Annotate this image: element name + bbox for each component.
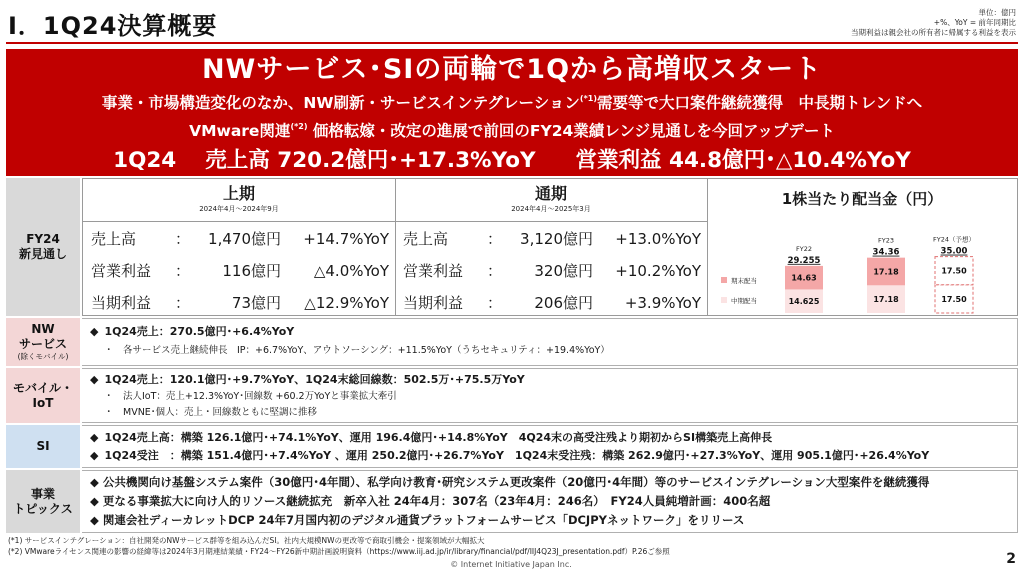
banner-results: [6, 144, 1018, 178]
banner-line-3: VMware関連$^{(*2)}$ 価格転嫁・改定の進展で前回のFY24業績レンジ見通しを今回アップデート: [189, 122, 835, 140]
footnote-ref-1: (*1): [579, 94, 597, 103]
q1-revenue: 1Q24 売上高 720.2億円･+17.3%YoY: [113, 148, 536, 173]
unit-note: 単位：億円: [978, 8, 1016, 17]
unit-notes: [851, 8, 1016, 38]
total-dividend-label: 34.36: [872, 247, 900, 258]
diamond-bullet-icon: ◆: [90, 475, 103, 489]
dividend-title: 1株当たり配当金（円）: [781, 190, 943, 208]
label-fy24-forecast: FY24 新見通し: [6, 178, 80, 316]
header-rule: [83, 221, 707, 222]
legend-year-end-label: 期末配当: [731, 277, 757, 285]
nw-detail: ・ 各サービス売上継続伸長 IP：+6.7%YoY、アウトソーシング：+11.5%YoY（うちセキュリティ：+19.4%YoY）: [104, 345, 610, 356]
diamond-bullet-icon: ◆: [90, 494, 103, 508]
title-rule: [6, 42, 1018, 44]
diamond-bullet-icon: ◆: [90, 513, 103, 527]
label-business-topics: 事業 トピックス: [6, 470, 80, 533]
nw-service-panel: [82, 318, 1018, 366]
business-topics-panel: [82, 470, 1018, 533]
category-label: FY24（予想）: [933, 235, 975, 244]
mobile-detail-iot: ・ 法人IoT：売上+12.3%YoY･回線数 +60.2万YoYと事業拡大牽引: [104, 391, 397, 402]
footnote-2: (*2) VMwareライセンス関連の影響の経緯等は2024年3月期連結業績・FY24～FY26新中期計画説明資料（https://www.iij.ad.jp/ir/library/financial/pdf/IIJ4Q23J_presentation.pdf）P.26ご参照: [8, 547, 670, 556]
mobile-detail-mvne: ・ MVNE･個人：売上・回線数ともに堅調に推移: [104, 407, 318, 418]
bar-label-year-end: 17.18: [873, 267, 899, 277]
category-label: FY22: [796, 244, 812, 253]
diamond-bullet-icon: ◆: [90, 373, 99, 386]
topic-item: ◆ 関連会社ディーカレットDCP 24年7月国内初のデジタル通貨プラットフォームサービス「DCJPYネットワーク」をリリース: [90, 513, 745, 527]
legend-interim-label: 中期配当: [731, 297, 757, 305]
q1-operating-profit: 営業利益 44.8億円･△10.4%YoY: [575, 148, 911, 173]
fy24-forecast-panel: 上期 2024年4月～2024年9月 通期 2024年4月～2025年3月 売上高 ： 1,470億円 +14.7%YoY 営業利益 ： 116億円 △4.0%YoY 当期利益 ： 73億円 △12.9%YoY 売上高 ： 3,120億円 +13.0%YoY 営業利益 ： 320億円 +10.2%YoY 当期利益 ： 206億円 +3.9%YoY 1株当たり配当金（円） 14.625 14.63 29.255 FY22 17.18 17.18 34.36 FY23 17.50 17.50 35.00 FY24（予想） 期末配当 中期配当: [82, 178, 1018, 316]
page-number: 2: [1006, 551, 1016, 567]
mobile-summary: ◆ 1Q24売上：120.1億円･+9.7%YoY、1Q24末総回線数：502.5万･+75.5万YoY: [90, 373, 525, 386]
si-orders: ◆ 1Q24受注 ：構築 151.4億円･+7.4%YoY 、運用 250.2億円･+26.7%YoY 1Q24末受注残：構築 262.9億円･+27.3%YoY、運用 905.1億円･+26.4%YoY: [90, 449, 930, 462]
legend-year-end-swatch: [721, 277, 727, 283]
topic-item: ◆ 公共機関向け基盤システム案件（30億円･4年間）、私学向け教育･研究システム更改案件（20億円･4年間）等のサービスインテグレーション大型案件を継続獲得: [90, 475, 930, 489]
dividend-chart: [707, 221, 1017, 315]
footnote-ref-2: (*2): [290, 122, 308, 131]
mobile-iot-panel: [82, 368, 1018, 423]
bar-label-interim: 17.50: [941, 294, 967, 304]
banner-line-2: 事業・市場構造変化のなか、NW刷新・サービスインテグレーション$^{(*1)}$需要等で大口案件継続獲得 中長期トレンドへ: [101, 94, 923, 112]
copyright: © Internet Initiative Japan Inc.: [450, 560, 572, 569]
diamond-bullet-icon: ◆: [90, 431, 99, 444]
legend-interim-swatch: [721, 297, 727, 303]
first-half-header: 上期 2024年4月～2024年9月: [199, 184, 279, 213]
yoy-note: +%、YoY = 前年同期比: [933, 18, 1016, 27]
si-panel: [82, 425, 1018, 468]
diamond-bullet-icon: ◆: [90, 449, 99, 462]
total-dividend-label: 35.00: [940, 246, 968, 257]
diamond-bullet-icon: ◆: [90, 325, 99, 338]
headline-banner: [6, 49, 1018, 176]
bar-label-interim: 17.18: [873, 295, 899, 305]
page-title: Ⅰ．1Q24決算概要: [8, 12, 218, 40]
label-nw-service: NW サービス (除くモバイル): [6, 318, 80, 366]
nw-summary: ◆ 1Q24売上：270.5億円･+6.4%YoY: [90, 325, 295, 338]
label-mobile-iot: モバイル・ IoT: [6, 368, 80, 423]
bar-label-year-end: 14.63: [791, 273, 817, 283]
topic-item: ◆ 更なる事業拡大に向け人的リソース継続拡充 新卒入社 24年4月：307名（23年4月：246名） FY24人員純増計画：400名超: [90, 494, 771, 508]
category-label: FY23: [878, 236, 894, 245]
banner-headline: NWサービス･SIの両輪で1Qから高増収スタート: [201, 54, 823, 85]
bar-label-year-end: 17.50: [941, 266, 967, 276]
si-revenue: ◆ 1Q24売上高：構築 126.1億円･+74.1%YoY、運用 196.4億円･+14.8%YoY 4Q24末の高受注残より期初からSI構築売上高伸長: [90, 431, 773, 444]
label-si: SI: [6, 425, 80, 468]
footnote-1: (*1) サービスインテグレーション：自社開発のNWサービス群等を組み込んだSI。社内大規模NWの更改等で商取引機会・提案領域が大幅拡大: [8, 536, 485, 545]
bar-label-interim: 14.625: [788, 297, 820, 307]
profit-note: 当期利益は親会社の所有者に帰属する利益を表示: [851, 28, 1016, 37]
full-year-header: 通期 2024年4月～2025年3月: [511, 184, 591, 213]
total-dividend-label: 29.255: [787, 255, 821, 266]
